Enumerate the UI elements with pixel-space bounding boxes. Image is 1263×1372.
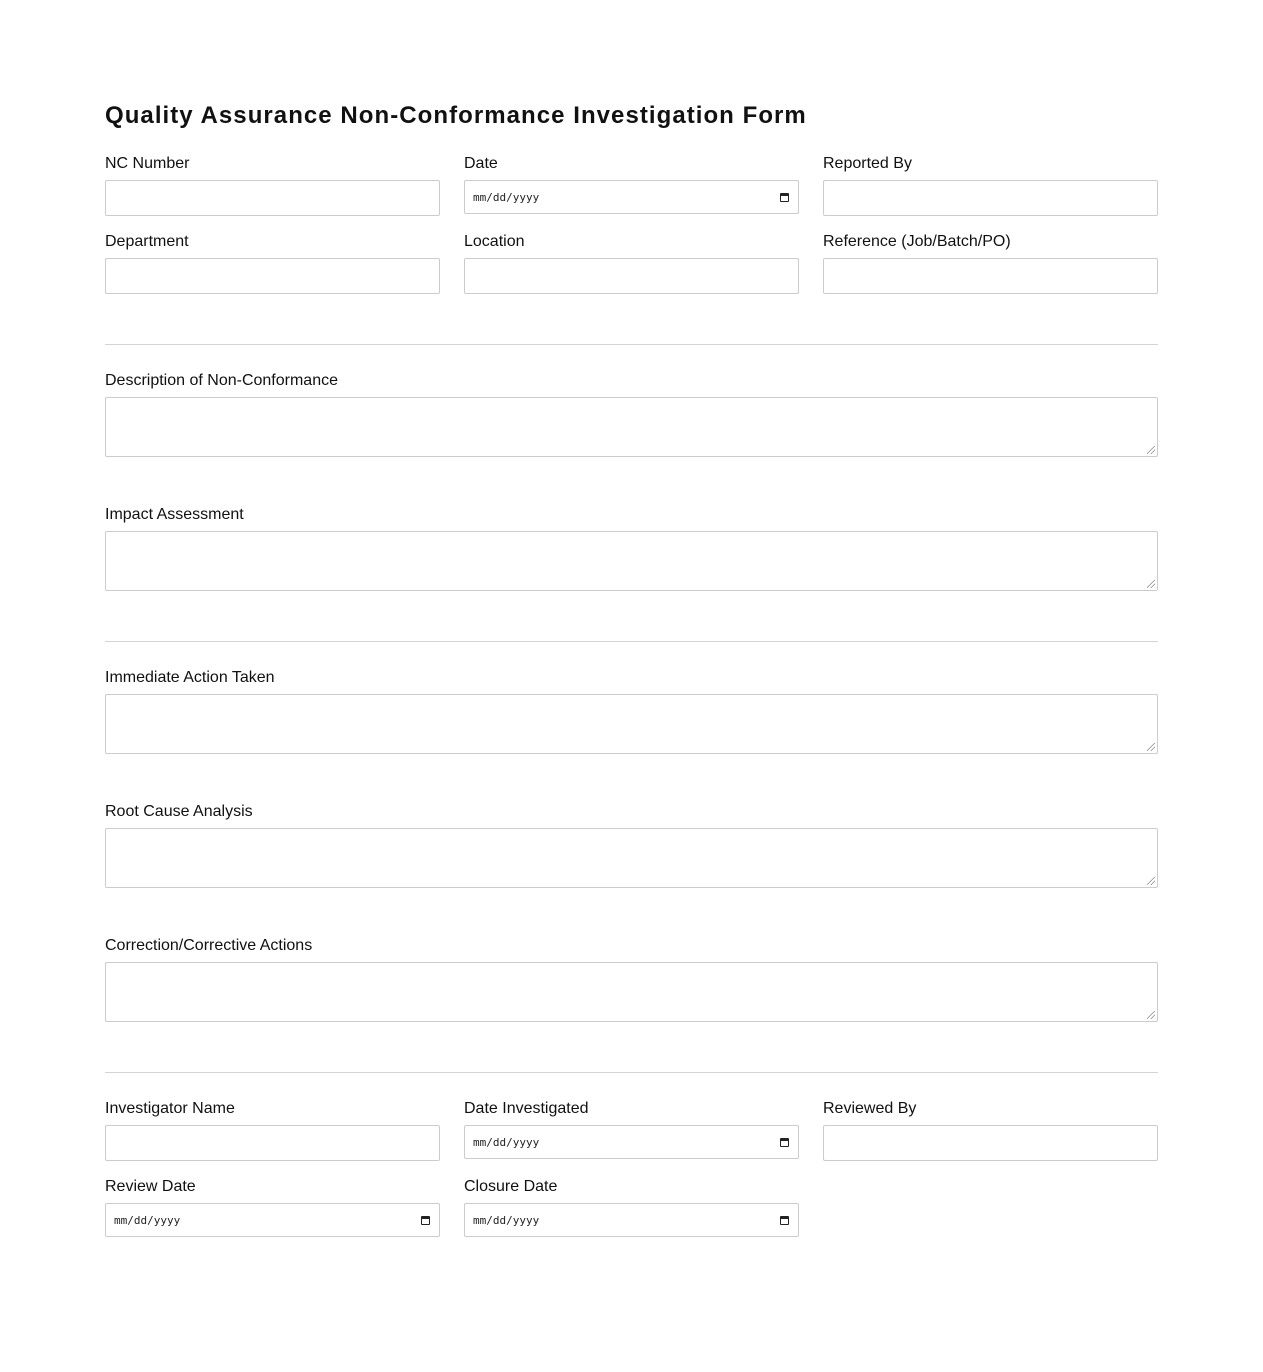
department-label: Department xyxy=(105,233,189,250)
review-date-field xyxy=(105,1179,440,1257)
immediate-action-label: Immediate Action Taken xyxy=(105,669,275,686)
date-investigated-input[interactable] xyxy=(464,1125,799,1159)
location-field xyxy=(464,234,799,312)
resize-grip-icon[interactable] xyxy=(1147,1011,1155,1019)
section-divider xyxy=(105,1072,1158,1073)
date-investigated-label: Date Investigated xyxy=(464,1100,589,1117)
root-cause-textarea[interactable] xyxy=(105,828,1158,888)
department-field xyxy=(105,234,440,312)
date-placeholder: mm/dd/yyyy xyxy=(473,190,540,204)
calendar-icon[interactable] xyxy=(780,1216,789,1225)
closure-date-field xyxy=(464,1179,799,1257)
corrective-actions-textarea[interactable] xyxy=(105,962,1158,1022)
header-fields-grid xyxy=(105,156,1158,312)
nc-number-field xyxy=(105,156,440,234)
review-date-input[interactable] xyxy=(105,1203,440,1237)
signoff-fields-grid xyxy=(105,1101,1158,1257)
section-divider xyxy=(105,344,1158,345)
section-divider xyxy=(105,641,1158,642)
date-investigated-field xyxy=(464,1101,799,1179)
root-cause-section xyxy=(105,804,1158,888)
description-label: Description of Non-Conformance xyxy=(105,372,338,389)
reviewed-by-input[interactable] xyxy=(823,1125,1158,1161)
date-label: Date xyxy=(464,155,498,172)
reviewed-by-field xyxy=(823,1101,1158,1179)
description-section xyxy=(105,373,1158,457)
reported-by-field xyxy=(823,156,1158,234)
corrective-actions-label: Correction/Corrective Actions xyxy=(105,937,313,954)
reported-by-label: Reported By xyxy=(823,155,912,172)
closure-date-input[interactable] xyxy=(464,1203,799,1237)
resize-grip-icon[interactable] xyxy=(1147,580,1155,588)
investigator-name-field xyxy=(105,1101,440,1179)
description-textarea[interactable] xyxy=(105,397,1158,457)
impact-label: Impact Assessment xyxy=(105,506,244,523)
nc-number-input[interactable] xyxy=(105,180,440,216)
date-field xyxy=(464,156,799,234)
calendar-icon[interactable] xyxy=(780,1138,789,1147)
location-label: Location xyxy=(464,233,525,250)
closure-date-label: Closure Date xyxy=(464,1178,558,1195)
impact-section xyxy=(105,507,1158,591)
investigator-name-input[interactable] xyxy=(105,1125,440,1161)
form-title: Quality Assurance Non-Conformance Investigation Form xyxy=(105,102,807,129)
impact-textarea[interactable] xyxy=(105,531,1158,591)
reference-field xyxy=(823,234,1158,312)
root-cause-label: Root Cause Analysis xyxy=(105,803,253,820)
resize-grip-icon[interactable] xyxy=(1147,877,1155,885)
resize-grip-icon[interactable] xyxy=(1147,446,1155,454)
reference-label: Reference (Job/Batch/PO) xyxy=(823,233,1011,250)
date-input[interactable] xyxy=(464,180,799,214)
immediate-action-section xyxy=(105,670,1158,754)
calendar-icon[interactable] xyxy=(421,1216,430,1225)
department-input[interactable] xyxy=(105,258,440,294)
review-date-label: Review Date xyxy=(105,1178,196,1195)
date-placeholder: mm/dd/yyyy xyxy=(473,1135,540,1149)
resize-grip-icon[interactable] xyxy=(1147,743,1155,751)
reviewed-by-label: Reviewed By xyxy=(823,1100,917,1117)
calendar-icon[interactable] xyxy=(780,193,789,202)
reported-by-input[interactable] xyxy=(823,180,1158,216)
location-input[interactable] xyxy=(464,258,799,294)
investigator-name-label: Investigator Name xyxy=(105,1100,235,1117)
date-placeholder: mm/dd/yyyy xyxy=(114,1213,181,1227)
immediate-action-textarea[interactable] xyxy=(105,694,1158,754)
reference-input[interactable] xyxy=(823,258,1158,294)
corrective-actions-section xyxy=(105,938,1158,1022)
date-placeholder: mm/dd/yyyy xyxy=(473,1213,540,1227)
nc-number-label: NC Number xyxy=(105,155,190,172)
